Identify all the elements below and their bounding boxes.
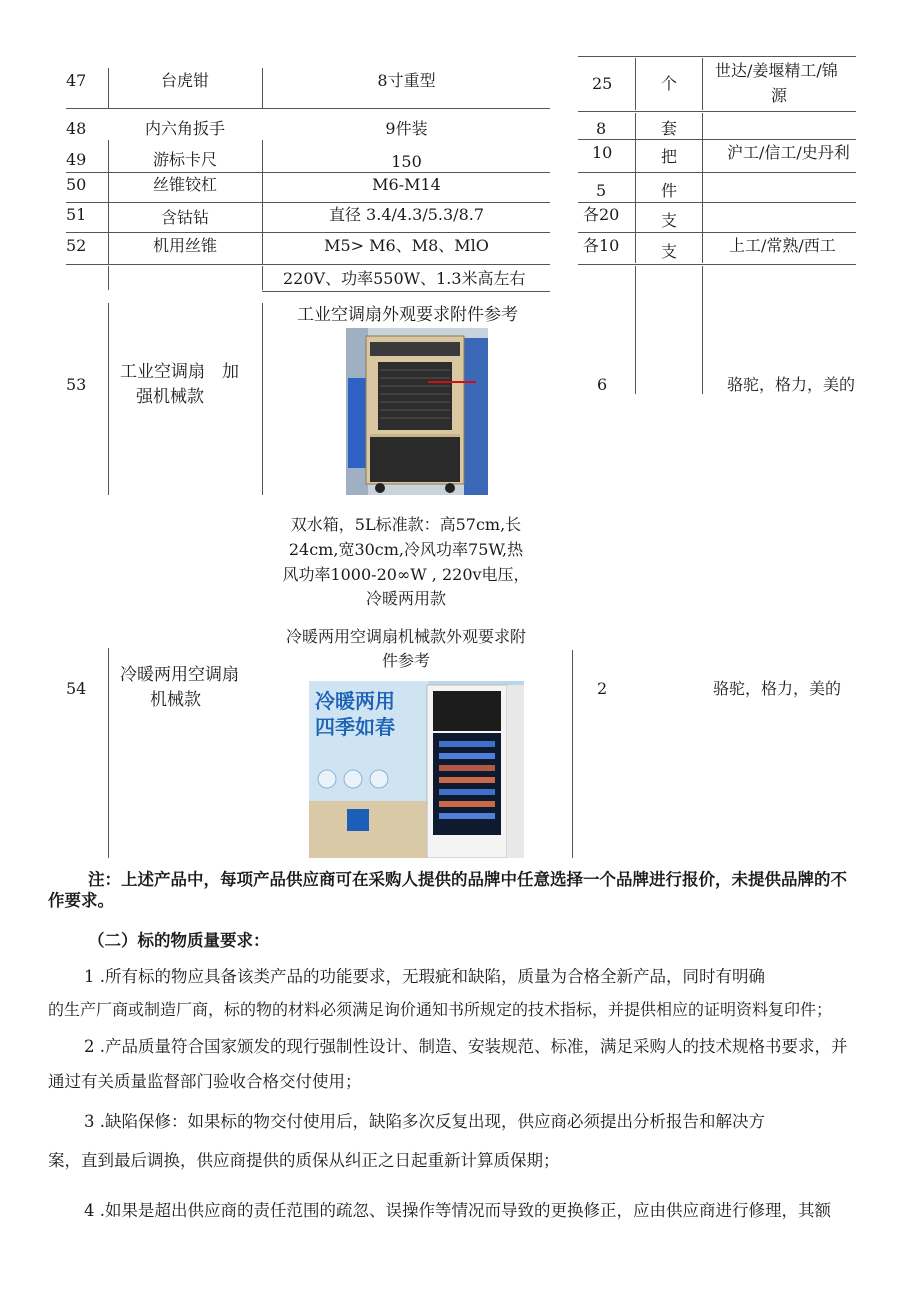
quantity: 2 xyxy=(597,679,608,698)
cell-divider xyxy=(702,58,703,110)
row-divider xyxy=(66,172,550,173)
cell-divider xyxy=(635,113,636,263)
quantity: 10 xyxy=(592,143,613,162)
row-number: 47 xyxy=(66,71,87,90)
item-spec-line: 24cm,宽30cm,冷风功率75W,热 xyxy=(288,540,524,559)
cell-divider xyxy=(702,113,703,263)
item-name: 内六角扳手 xyxy=(144,119,225,138)
row-divider xyxy=(578,232,856,233)
note-line: 注：上述产品中，每项产品供应商可在采购人提供的品牌中任意选择一个品牌进行报价，未提供品牌的不 xyxy=(88,870,847,889)
item-spec: 8寸重型 xyxy=(377,71,436,90)
paragraph-line: 2 .产品质量符合国家颁发的现行强制性设计、制造、安装规范、标准，满足采购人的技术规格书要求，并 xyxy=(84,1037,848,1056)
item-name: 机用丝锥 xyxy=(152,236,217,255)
row-divider xyxy=(262,291,550,292)
unit: 个 xyxy=(661,74,678,93)
row-number: 52 xyxy=(66,236,87,255)
cell-divider xyxy=(108,68,109,108)
item-name: 工业空调扇 加 xyxy=(120,362,239,382)
quantity: 5 xyxy=(596,181,607,200)
image-caption: 工业空调扇外观要求附件参考 xyxy=(297,305,518,325)
paragraph-line: 通过有关质量监督部门验收合格交付使用； xyxy=(48,1072,362,1091)
row-divider xyxy=(578,172,856,173)
item-spec: 150 xyxy=(391,152,422,171)
quantity: 各10 xyxy=(583,236,620,255)
paragraph-line: 1 .所有标的物应具备该类产品的功能要求，无瑕疵和缺陷，质量为合格全新产品，同时有明确 xyxy=(84,967,765,986)
row-number: 48 xyxy=(66,119,87,138)
row-divider xyxy=(578,111,856,112)
quantity: 各20 xyxy=(583,205,620,224)
unit: 支 xyxy=(661,211,678,230)
item-name: 强机械款 xyxy=(136,387,204,407)
cell-divider xyxy=(262,266,263,290)
paragraph-line: 的生产厂商或制造厂商，标的物的材料必须满足询价通知书所规定的技术指标，并提供相应的证明资料复印件； xyxy=(48,1000,833,1019)
row-divider xyxy=(578,202,856,203)
section-heading: （二）标的物质量要求： xyxy=(88,931,270,950)
unit: 套 xyxy=(661,119,678,138)
industrial-air-cooler-image xyxy=(346,328,488,495)
quantity: 8 xyxy=(596,119,607,138)
cell-divider xyxy=(262,68,263,108)
row-number: 49 xyxy=(66,150,87,169)
brands: 骆驼，格力，美的 xyxy=(727,375,856,394)
unit: 件 xyxy=(661,181,678,200)
image-caption: 冷暖两用空调扇机械款外观要求附 xyxy=(285,627,526,646)
item-spec-line: 冷暖两用款 xyxy=(365,589,446,608)
item-name: 冷暖两用空调扇 xyxy=(120,665,239,685)
item-spec-line: 双水箱，5L标准款：高57cm,长 xyxy=(290,515,522,534)
brands: 世达/姜堰精工/锦 xyxy=(715,61,838,80)
row-divider xyxy=(578,56,856,57)
brands: 源 xyxy=(771,86,788,105)
item-name: 含钴钻 xyxy=(160,208,209,227)
item-name: 游标卡尺 xyxy=(152,150,217,169)
item-spec: M5> M6、M8、MlO xyxy=(324,236,489,255)
unit: 支 xyxy=(661,242,678,261)
item-spec: M6-M14 xyxy=(372,175,441,194)
row-number: 53 xyxy=(66,375,87,394)
image-slogan: 四季如春 xyxy=(315,715,395,739)
item-name: 机械款 xyxy=(150,690,201,710)
paragraph-line: 4 .如果是超出供应商的责任范围的疏忽、误操作等情况而导致的更换修正，应由供应商进行修理，其额 xyxy=(84,1201,831,1220)
unit: 把 xyxy=(661,147,678,166)
brands: 沪工/信工/史丹利 xyxy=(727,143,850,162)
cell-divider xyxy=(635,266,636,394)
item-spec-line: 风功率1000-20∞W , 220v电压， xyxy=(282,565,530,584)
cell-divider xyxy=(108,303,109,495)
row-divider xyxy=(66,202,550,203)
cell-divider xyxy=(635,58,636,110)
row-divider xyxy=(66,264,550,265)
cell-divider xyxy=(572,650,573,858)
image-slogan: 冷暖两用 xyxy=(315,689,395,713)
row-divider xyxy=(578,139,856,140)
row-number: 50 xyxy=(66,175,87,194)
cell-divider xyxy=(108,648,109,858)
row-number: 54 xyxy=(66,679,87,698)
item-spec: 9件装 xyxy=(385,119,428,138)
heating-cooling-fan-image xyxy=(309,681,524,858)
row-divider xyxy=(66,232,550,233)
brands: 骆驼，格力，美的 xyxy=(713,679,842,698)
row-divider xyxy=(578,264,856,265)
cell-divider xyxy=(108,266,109,290)
power-spec: 220V、功率550W、1.3米高左右 xyxy=(283,269,526,288)
quantity: 25 xyxy=(592,74,613,93)
item-name: 台虎钳 xyxy=(160,71,209,90)
image-caption: 件参考 xyxy=(381,651,430,670)
note-line: 作要求。 xyxy=(48,891,114,910)
item-spec: 直径 3.4/4.3/5.3/8.7 xyxy=(328,205,485,224)
row-number: 51 xyxy=(66,205,87,224)
quantity: 6 xyxy=(597,375,608,394)
cell-divider xyxy=(702,266,703,394)
cell-divider xyxy=(262,303,263,495)
paragraph-line: 案，直到最后调换，供应商提供的质保从纠正之日起重新计算质保期； xyxy=(48,1151,560,1170)
brands: 上工/常熟/西工 xyxy=(729,236,836,255)
row-divider xyxy=(66,108,550,109)
paragraph-line: 3 .缺陷保修：如果标的物交付使用后，缺陷多次反复出现，供应商必须提出分析报告和解决方 xyxy=(84,1112,765,1131)
item-name: 丝锥铰杠 xyxy=(152,175,217,194)
